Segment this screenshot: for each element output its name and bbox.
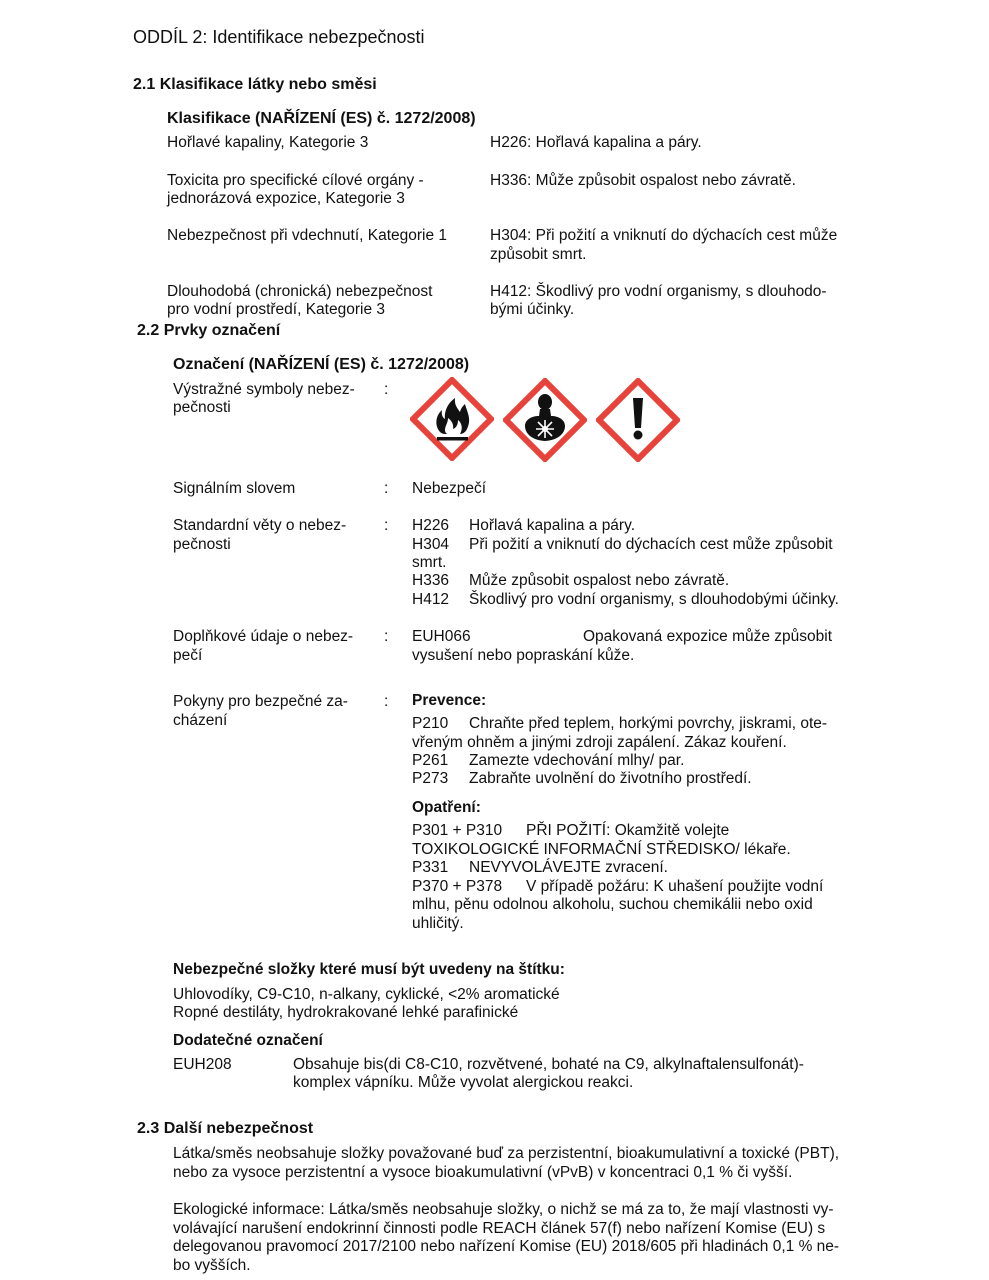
flame-pictogram-icon xyxy=(410,377,494,461)
p-text-cont: uhličitý. xyxy=(412,915,464,932)
section-title: ODDÍL 2: Identifikace nebezpečnosti xyxy=(133,27,425,47)
h-text: Při požití a vniknutí do dýchacích cest může způsobit xyxy=(469,536,833,553)
h-code: H226 xyxy=(412,517,450,534)
other-hazards-p2-cont: volávající narušení endokrinní činnosti podle REACH článek 57(f) nebo nařízení Komise (EU) s xyxy=(173,1220,826,1237)
precautionary-label-cont: cházení xyxy=(173,712,228,729)
p-code: P301 + P310 xyxy=(412,822,503,839)
label-components-title: Nebezpečné složky které musí být uvedeny na štítku: xyxy=(173,961,565,978)
p-code: P331 xyxy=(412,859,449,876)
p-text-cont: mlhu, pěnu odolnou alkoholu, suchou chemikálii nebo oxid xyxy=(412,896,813,913)
class-cell-cont: jednorázová expozice, Kategorie 3 xyxy=(167,190,405,207)
p-text: Zabraňte uvolnění do životního prostředí. xyxy=(469,770,752,787)
p-text-cont: vřeným ohněm a jinými zdroji zapálení. Zákaz kouření. xyxy=(412,734,787,751)
additional-code: EUH208 xyxy=(173,1056,232,1073)
signal-word-label: Signálním slovem xyxy=(173,480,296,497)
hazard-cell: H226: Hořlavá kapalina a páry. xyxy=(490,134,702,151)
euh-text-cont: vysušení nebo popraskání kůže. xyxy=(412,647,635,664)
heading-2-3: 2.3 Další nebezpečnost xyxy=(137,1120,314,1137)
other-hazards-p1: Látka/směs neobsahuje složky považované buď za perzistentní, bioakumulativní a toxické (PBT), xyxy=(173,1145,840,1162)
exclamation-pictogram-icon xyxy=(596,378,680,462)
hazard-statements-label: Standardní věty o nebez- xyxy=(173,517,347,534)
class-cell: Hořlavé kapaliny, Kategorie 3 xyxy=(167,134,369,151)
other-hazards-p1-cont: nebo za vysoce perzistentní a vysoce bioakumulativní (vPvB) v koncentraci 0,1 % či vyšší. xyxy=(173,1164,793,1181)
supplemental-label: Doplňkové údaje o nebez- xyxy=(173,628,354,645)
additional-text-cont: komplex vápníku. Může vyvolat alergickou reakci. xyxy=(293,1074,634,1091)
labelling-subheading: Označení (NAŘÍZENÍ (ES) č. 1272/2008) xyxy=(173,356,470,373)
hazard-cell: H336: Může způsobit ospalost nebo závratě. xyxy=(490,172,796,189)
class-cell-cont: pro vodní prostředí, Kategorie 3 xyxy=(167,301,385,318)
health-hazard-pictogram-icon xyxy=(503,378,587,462)
other-hazards-p2: Ekologické informace: Látka/směs neobsahuje složky, o nichž se má za to, že mají vlastnosti vy- xyxy=(173,1201,834,1218)
pictograms-label: Výstražné symboly nebez- xyxy=(173,381,355,398)
hazard-statements-label-cont: pečnosti xyxy=(173,536,231,553)
colon: : xyxy=(384,381,389,398)
h-text-cont: smrt. xyxy=(412,554,447,571)
additional-text: Obsahuje bis(di C8-C10, rozvětvené, bohaté na C9, alkylnaftalensulfonát)- xyxy=(293,1056,804,1073)
p-text: NEVYVOLÁVEJTE zvracení. xyxy=(469,859,668,876)
supplemental-label-cont: pečí xyxy=(173,647,203,664)
colon: : xyxy=(384,693,389,710)
heading-2-1: 2.1 Klasifikace látky nebo směsi xyxy=(133,76,377,93)
hazard-cell-cont: způsobit smrt. xyxy=(490,246,587,263)
prevention-title: Prevence: xyxy=(412,692,487,709)
euh-code: EUH066 xyxy=(412,628,471,645)
other-hazards-p2-cont: delegovanou pravomocí 2017/2100 nebo nařízení Komise (EU) 2018/605 při hladinách 0,1 % ne- xyxy=(173,1238,840,1255)
other-hazards-p2-cont: bo vyšších. xyxy=(173,1257,251,1274)
p-code: P370 + P378 xyxy=(412,878,503,895)
class-cell: Nebezpečnost při vdechnutí, Kategorie 1 xyxy=(167,227,448,244)
colon: : xyxy=(384,517,389,534)
class-cell: Dlouhodobá (chronická) nebezpečnost xyxy=(167,283,433,300)
colon: : xyxy=(384,628,389,645)
label-component-item: Uhlovodíky, C9-C10, n-alkany, cyklické, <2% aromatické xyxy=(173,986,560,1003)
h-code: H412 xyxy=(412,591,450,608)
additional-labelling-title: Dodatečné označení xyxy=(173,1032,323,1049)
signal-word-value: Nebezpečí xyxy=(412,480,487,497)
h-code: H336 xyxy=(412,572,450,589)
p-code: P210 xyxy=(412,715,449,732)
p-text-cont: TOXIKOLOGICKÉ INFORMAČNÍ STŘEDISKO/ lékaře. xyxy=(412,841,791,858)
heading-2-2: 2.2 Prvky označení xyxy=(137,322,281,339)
hazard-cell-cont: bými účinky. xyxy=(490,301,575,318)
pictograms-label-cont: pečnosti xyxy=(173,399,231,416)
h-text: Může způsobit ospalost nebo závratě. xyxy=(469,572,730,589)
euh-text: Opakovaná expozice může způsobit xyxy=(583,628,833,645)
label-component-item: Ropné destiláty, hydrokrakované lehké parafinické xyxy=(173,1004,519,1021)
p-text: Chraňte před teplem, horkými povrchy, jiskrami, ote- xyxy=(469,715,828,732)
hazard-cell: H412: Škodlivý pro vodní organismy, s dlouhodo- xyxy=(490,283,827,300)
colon: : xyxy=(384,480,389,497)
classification-subheading: Klasifikace (NAŘÍZENÍ (ES) č. 1272/2008) xyxy=(167,110,476,127)
h-text: Škodlivý pro vodní organismy, s dlouhodobými účinky. xyxy=(469,591,839,608)
h-code: H304 xyxy=(412,536,450,553)
precautionary-label: Pokyny pro bezpečné za- xyxy=(173,693,348,710)
p-text: PŘI POŽITÍ: Okamžitě volejte xyxy=(526,822,730,839)
response-title: Opatření: xyxy=(412,799,481,816)
p-code: P261 xyxy=(412,752,449,769)
class-cell: Toxicita pro specifické cílové orgány - xyxy=(167,172,424,189)
p-text: Zamezte vdechování mlhy/ par. xyxy=(469,752,685,769)
hazard-cell: H304: Při požití a vniknutí do dýchacích cest může xyxy=(490,227,838,244)
h-text: Hořlavá kapalina a páry. xyxy=(469,517,635,534)
p-code: P273 xyxy=(412,770,449,787)
p-text: V případě požáru: K uhašení použijte vodní xyxy=(526,878,824,895)
